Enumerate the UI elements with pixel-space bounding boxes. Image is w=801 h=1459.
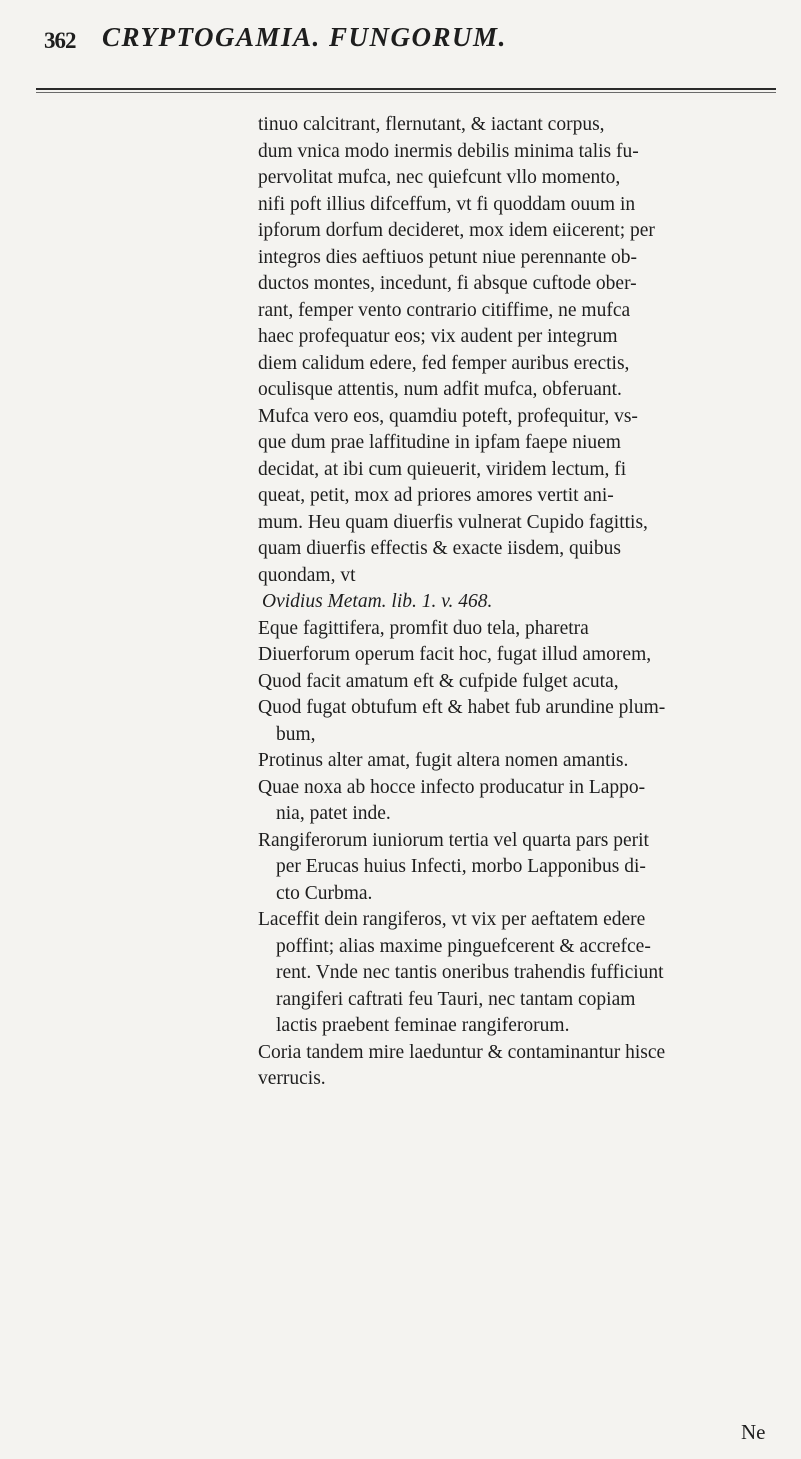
text-line: quam diuerfis effectis & exacte iisdem, quibus bbox=[258, 538, 621, 559]
citation-line: Ovidius Metam. lib. 1. v. 468. bbox=[262, 591, 493, 612]
text-line: pervolitat mufca, nec quiefcunt vllo momento, bbox=[258, 167, 621, 188]
header-rule bbox=[36, 88, 776, 93]
body-text bbox=[258, 112, 778, 1093]
text-line: Coria tandem mire laeduntur & contaminantur hisce bbox=[258, 1041, 666, 1063]
text-line: poffint; alias maxime pinguefcerent & accrefce- bbox=[276, 935, 651, 957]
text-line: nifi poft illius difceffum, vt fi quoddam ouum in bbox=[258, 193, 636, 215]
text-line: rent. Vnde nec tantis oneribus trahendis fufficiunt bbox=[276, 962, 664, 983]
verse-line: Eque fagittifera, promfit duo tela, pharetra bbox=[258, 617, 589, 639]
text-line: que dum prae laffitudine in ipfam faepe niuem bbox=[258, 432, 621, 453]
text-line: Rangiferorum iuniorum tertia vel quarta pars perit bbox=[258, 829, 649, 851]
page-number: 362 bbox=[44, 28, 76, 53]
text-line: dum vnica modo inermis debilis minima talis fu- bbox=[258, 140, 639, 162]
text-line: oculisque attentis, num adfit mufca, obferuant. bbox=[258, 379, 622, 400]
text-line: integros dies aeftiuos petunt niue perennante ob- bbox=[258, 246, 638, 268]
verse-line: Diuerforum operum facit hoc, fugat illud amorem, bbox=[258, 644, 652, 665]
running-title: CRYPTOGAMIA. FUNGORUM. bbox=[102, 22, 507, 52]
text-line: ipforum dorfum decideret, mox idem eiicerent; per bbox=[258, 220, 655, 241]
page-header bbox=[40, 20, 780, 60]
verse-line: Quod fugat obtufum eft & habet fub arundine plum- bbox=[258, 697, 666, 718]
text-line: Laceffit dein rangiferos, vt vix per aeftatem edere bbox=[258, 909, 646, 930]
text-line: cto Curbma. bbox=[276, 882, 373, 904]
verse-line: Protinus alter amat, fugit altera nomen amantis. bbox=[258, 750, 629, 771]
text-line: tinuo calcitrant, flernutant, & iactant corpus, bbox=[258, 114, 605, 135]
text-line: queat, petit, mox ad priores amores vertit ani- bbox=[258, 485, 614, 506]
text-line: ductos montes, incedunt, fi absque cuftode ober- bbox=[258, 273, 637, 294]
text-line: quondam, vt bbox=[258, 564, 356, 586]
text-line: rangiferi caftrati feu Tauri, nec tantam copiam bbox=[276, 988, 636, 1010]
text-line: lactis praebent feminae rangiferorum. bbox=[276, 1015, 570, 1036]
verse-line: bum, bbox=[276, 723, 316, 745]
catchword: Ne bbox=[741, 1420, 766, 1444]
verse-line: Quod facit amatum eft & cufpide fulget acuta, bbox=[258, 670, 619, 692]
text-line: per Erucas huius Infecti, morbo Lapponibus di- bbox=[276, 856, 646, 877]
text-line: mum. Heu quam diuerfis vulnerat Cupido fagittis, bbox=[258, 511, 648, 533]
text-line: nia, patet inde. bbox=[276, 803, 391, 824]
text-line: decidat, at ibi cum quieuerit, viridem lectum, fi bbox=[258, 458, 627, 480]
text-line: rant, femper vento contrario citiffime, ne mufca bbox=[258, 299, 631, 321]
text-line: haec profequatur eos; vix audent per integrum bbox=[258, 326, 618, 347]
text-line: Mufca vero eos, quamdiu poteft, profequitur, vs- bbox=[258, 405, 638, 427]
text-line: Quae noxa ab hocce infecto producatur in Lappo- bbox=[258, 776, 646, 798]
text-line: verrucis. bbox=[258, 1068, 326, 1089]
text-line: diem calidum edere, fed femper auribus erectis, bbox=[258, 352, 630, 374]
